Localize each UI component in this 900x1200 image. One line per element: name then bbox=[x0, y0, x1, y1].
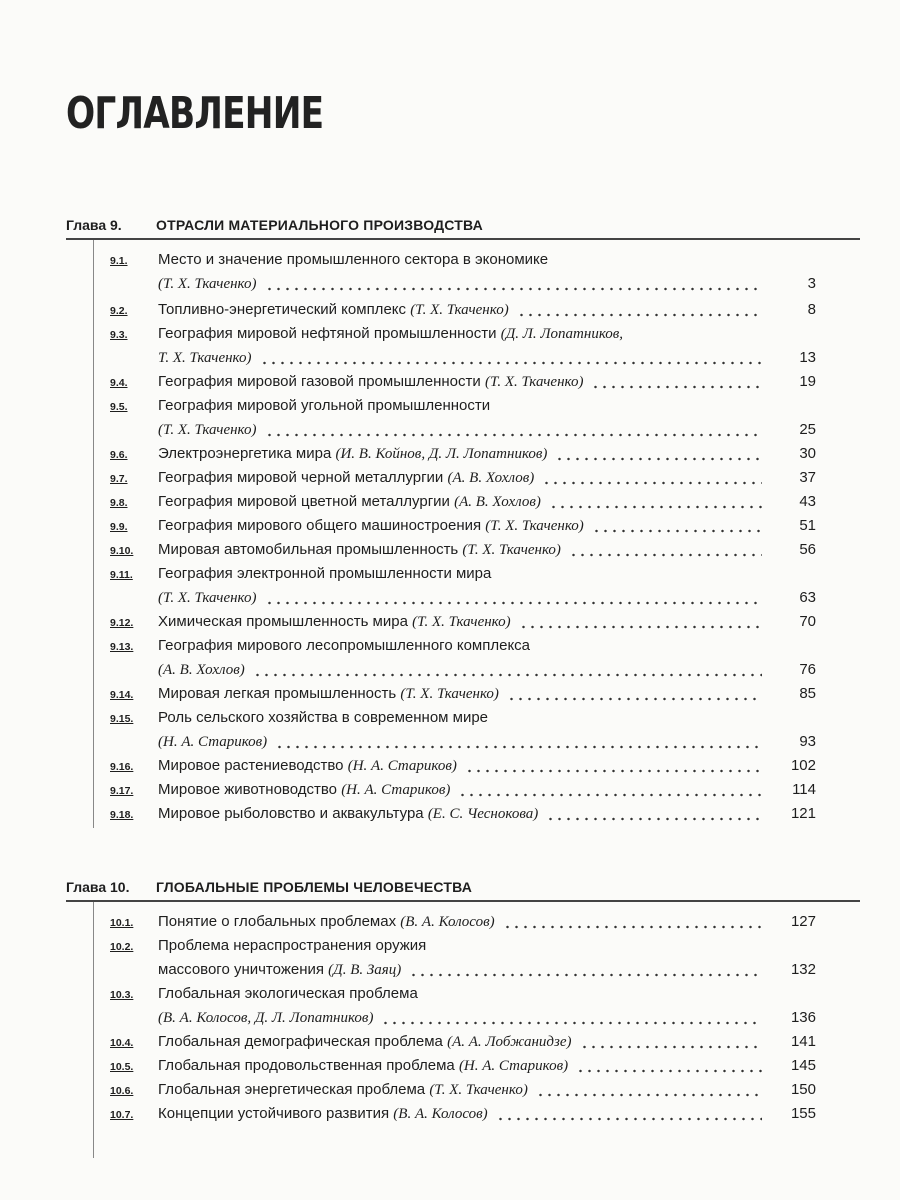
page-number: 13 bbox=[799, 349, 816, 366]
entry-author: (Т. Х. Ткаченко) bbox=[412, 614, 511, 630]
entry-line bbox=[158, 780, 450, 800]
entry-title: Химическая промышленность мира bbox=[158, 613, 408, 630]
page-number: 76 bbox=[799, 661, 816, 678]
entry-title: География электронной промышленности мира bbox=[158, 565, 492, 582]
entry-line bbox=[158, 1104, 488, 1124]
entry-line bbox=[158, 250, 548, 270]
section-number: 9.2. bbox=[110, 305, 128, 317]
entry-title: Глобальная энергетическая проблема bbox=[158, 1081, 426, 1098]
page-number: 8 bbox=[807, 301, 816, 318]
section-number: 10.7. bbox=[110, 1109, 134, 1121]
leader-dots bbox=[549, 492, 762, 512]
entry-title: Мировая легкая промышленность bbox=[158, 685, 397, 702]
page-number: 70 bbox=[799, 613, 816, 630]
entry-title: Глобальная экологическая проблема bbox=[158, 985, 418, 1002]
entry-line bbox=[158, 684, 499, 704]
entry-title-continued: массового уничтожения bbox=[158, 961, 324, 978]
entry-line bbox=[158, 960, 401, 980]
entry-line bbox=[158, 468, 534, 488]
entry-line bbox=[158, 588, 257, 608]
entry-line bbox=[158, 396, 490, 416]
section-number: 9.7. bbox=[110, 473, 128, 485]
entry-author: (Т. Х. Ткаченко) bbox=[429, 1082, 528, 1098]
entry-author: (Т. Х. Ткаченко) bbox=[410, 302, 509, 318]
entry-line bbox=[158, 804, 538, 824]
entry-author: (Т. Х. Ткаченко) bbox=[485, 518, 584, 534]
entry-author: (А. В. Хохлов) bbox=[447, 470, 535, 486]
section-number: 9.16. bbox=[110, 761, 134, 773]
entry-author: (Н. А. Стариков) bbox=[458, 1058, 569, 1074]
leader-dots bbox=[465, 756, 762, 776]
entry-author: (Е. С. Чеснокова) bbox=[427, 806, 539, 822]
entry-line bbox=[158, 1080, 528, 1100]
entry-title: География мировой нефтяной промышленности bbox=[158, 325, 497, 342]
entry-author: (А. В. Хохлов) bbox=[454, 494, 541, 510]
page-number: 43 bbox=[799, 493, 816, 510]
section-number: 9.14. bbox=[110, 689, 134, 701]
entry-line bbox=[158, 1032, 572, 1052]
section-number: 9.1. bbox=[110, 255, 128, 267]
section-number: 10.6. bbox=[110, 1085, 134, 1097]
section-number: 9.9. bbox=[110, 521, 128, 533]
entry-line bbox=[158, 612, 511, 632]
entry-title: Место и значение промышленного сектора в экономике bbox=[158, 251, 549, 268]
leader-dots bbox=[265, 274, 763, 294]
entry-line bbox=[158, 708, 488, 728]
page-number: 37 bbox=[799, 469, 816, 486]
entry-line bbox=[158, 1056, 568, 1076]
entry-line bbox=[158, 912, 495, 932]
section-number: 9.5. bbox=[110, 401, 128, 413]
section-number: 9.4. bbox=[110, 377, 128, 389]
leader-dots bbox=[536, 1080, 762, 1100]
entry-author: (Т. Х. Ткаченко) bbox=[158, 590, 257, 606]
chapter-rule bbox=[93, 902, 94, 1158]
page-number: 141 bbox=[790, 1033, 816, 1050]
page-number: 63 bbox=[799, 589, 816, 606]
entry-title: Концепции устойчивого развития bbox=[158, 1105, 390, 1122]
leader-dots bbox=[275, 732, 762, 752]
page-number: 19 bbox=[799, 373, 816, 390]
entry-line bbox=[158, 636, 530, 656]
entry-line bbox=[158, 756, 457, 776]
section-number: 10.2. bbox=[110, 941, 134, 953]
section-number: 10.5. bbox=[110, 1061, 134, 1073]
entry-title: Глобальная продовольственная проблема bbox=[158, 1057, 455, 1074]
page-number: 145 bbox=[790, 1057, 816, 1074]
leader-dots bbox=[580, 1032, 763, 1052]
entry-author: (Т. Х. Ткаченко) bbox=[158, 276, 257, 292]
entry-author: (В. А. Колосов) bbox=[400, 914, 495, 930]
entry-author: (В. А. Колосов, Д. Л. Лопатников) bbox=[158, 1010, 374, 1026]
leader-dots bbox=[517, 300, 762, 320]
section-number: 9.12. bbox=[110, 617, 134, 629]
page-number: 30 bbox=[799, 445, 816, 462]
entry-line bbox=[158, 936, 426, 956]
entry-line bbox=[158, 300, 509, 320]
leader-dots bbox=[569, 540, 762, 560]
section-number: 10.4. bbox=[110, 1037, 134, 1049]
section-number: 9.10. bbox=[110, 545, 134, 557]
entry-title: Электроэнергетика мира bbox=[158, 445, 332, 462]
section-number: 10.1. bbox=[110, 917, 134, 929]
page-title: ОГЛАВЛЕНИЕ bbox=[66, 88, 324, 139]
entry-author: (Т. Х. Ткаченко) bbox=[400, 686, 499, 702]
page-number: 3 bbox=[807, 275, 816, 292]
entry-line bbox=[158, 1008, 373, 1028]
section-number: 9.13. bbox=[110, 641, 134, 653]
leader-dots bbox=[409, 960, 762, 980]
page-number: 93 bbox=[799, 733, 816, 750]
leader-dots bbox=[458, 780, 762, 800]
page-number: 132 bbox=[790, 961, 816, 978]
entry-title: Проблема нераспространения оружия bbox=[158, 937, 427, 954]
chapter-heading-9 bbox=[66, 214, 860, 240]
entry-title: Топливно-энергетический комплекс bbox=[158, 301, 407, 318]
chapter-number: Глава 9. bbox=[66, 217, 122, 233]
entry-line bbox=[158, 660, 245, 680]
section-number: 9.15. bbox=[110, 713, 134, 725]
page-number: 155 bbox=[790, 1105, 816, 1122]
entry-title: Понятие о глобальных проблемах bbox=[158, 913, 397, 930]
entry-author: (Т. Х. Ткаченко) bbox=[484, 374, 584, 390]
entry-title: География мировой цветной металлургии bbox=[158, 493, 450, 510]
leader-dots bbox=[265, 588, 763, 608]
entry-title: Глобальная демографическая проблема bbox=[158, 1033, 443, 1050]
leader-dots bbox=[253, 660, 762, 680]
leader-dots bbox=[265, 420, 763, 440]
entry-title: Роль сельского хозяйства в современном мире bbox=[158, 709, 489, 726]
entry-line bbox=[158, 348, 252, 368]
page-number: 25 bbox=[799, 421, 816, 438]
leader-dots bbox=[260, 348, 762, 368]
leader-dots bbox=[555, 444, 762, 464]
section-number: 10.3. bbox=[110, 989, 134, 1001]
entry-title: Мировое растениеводство bbox=[158, 757, 344, 774]
entry-line bbox=[158, 372, 583, 392]
entry-line bbox=[158, 444, 547, 464]
chapter-title: ГЛОБАЛЬНЫЕ ПРОБЛЕМЫ ЧЕЛОВЕЧЕСТВА bbox=[156, 879, 473, 895]
section-number: 9.11. bbox=[110, 569, 133, 581]
entry-line bbox=[158, 324, 623, 344]
leader-dots bbox=[519, 612, 762, 632]
entry-author: (Н. А. Стариков) bbox=[341, 782, 451, 798]
entry-author: (И. В. Койнов, Д. Л. Лопатников) bbox=[335, 446, 548, 462]
entry-author: (Т. Х. Ткаченко) bbox=[158, 422, 257, 438]
page-number: 150 bbox=[790, 1081, 816, 1098]
entry-title: География мировой газовой промышленности bbox=[158, 373, 481, 390]
leader-dots bbox=[576, 1056, 762, 1076]
leader-dots bbox=[592, 516, 762, 536]
entry-title: География мировой черной металлургии bbox=[158, 469, 444, 486]
entry-title: Мировое животноводство bbox=[158, 781, 338, 798]
leader-dots bbox=[381, 1008, 762, 1028]
chapter-heading-10 bbox=[66, 876, 860, 902]
entry-author: (В. А. Колосов) bbox=[393, 1106, 488, 1122]
entry-line bbox=[158, 420, 257, 440]
entry-author: (А. А. Лобжанидзе) bbox=[447, 1034, 572, 1050]
entry-author: (А. В. Хохлов) bbox=[158, 662, 245, 678]
chapter-number: Глава 10. bbox=[66, 879, 130, 895]
page-number: 136 bbox=[790, 1009, 816, 1026]
entry-author: (Н. А. Стариков) bbox=[158, 734, 268, 750]
entry-author-continued: Т. Х. Ткаченко) bbox=[158, 350, 252, 366]
entry-title: География мирового лесопромышленного комплекса bbox=[158, 637, 531, 654]
leader-dots bbox=[546, 804, 762, 824]
page-number: 114 bbox=[792, 781, 816, 798]
chapter-rule bbox=[93, 240, 94, 828]
entry-title: География мирового общего машиностроения bbox=[158, 517, 482, 534]
section-number: 9.8. bbox=[110, 497, 128, 509]
entry-title: Мировая автомобильная промышленность bbox=[158, 541, 459, 558]
leader-dots bbox=[503, 912, 762, 932]
entry-line bbox=[158, 564, 491, 584]
entry-line bbox=[158, 516, 584, 536]
chapter-title: ОТРАСЛИ МАТЕРИАЛЬНОГО ПРОИЗВОДСТВА bbox=[156, 217, 483, 233]
page-number: 51 bbox=[799, 517, 816, 534]
section-number: 9.6. bbox=[110, 449, 128, 461]
leader-dots bbox=[591, 372, 762, 392]
section-number: 9.17. bbox=[110, 785, 134, 797]
page-number: 56 bbox=[799, 541, 816, 558]
entry-author: (Н. А. Стариков) bbox=[347, 758, 457, 774]
page-number: 127 bbox=[790, 913, 816, 930]
entry-line bbox=[158, 984, 418, 1004]
entry-author: (Т. Х. Ткаченко) bbox=[462, 542, 561, 558]
entry-line bbox=[158, 540, 561, 560]
entry-title: Мировое рыболовство и аквакультура bbox=[158, 805, 424, 822]
entry-line bbox=[158, 274, 257, 294]
leader-dots bbox=[542, 468, 762, 488]
entry-author: (Д. Л. Лопатников, bbox=[500, 326, 624, 342]
section-number: 9.18. bbox=[110, 809, 134, 821]
entry-title: География мировой угольной промышленности bbox=[158, 397, 491, 414]
entry-author: (Д. В. Заяц) bbox=[328, 962, 402, 978]
leader-dots bbox=[507, 684, 762, 704]
page-number: 121 bbox=[790, 805, 816, 822]
entry-line bbox=[158, 492, 541, 512]
section-number: 9.3. bbox=[110, 329, 128, 341]
entry-line bbox=[158, 732, 267, 752]
page-number: 85 bbox=[799, 685, 816, 702]
leader-dots bbox=[496, 1104, 762, 1124]
page-number: 102 bbox=[790, 757, 816, 774]
